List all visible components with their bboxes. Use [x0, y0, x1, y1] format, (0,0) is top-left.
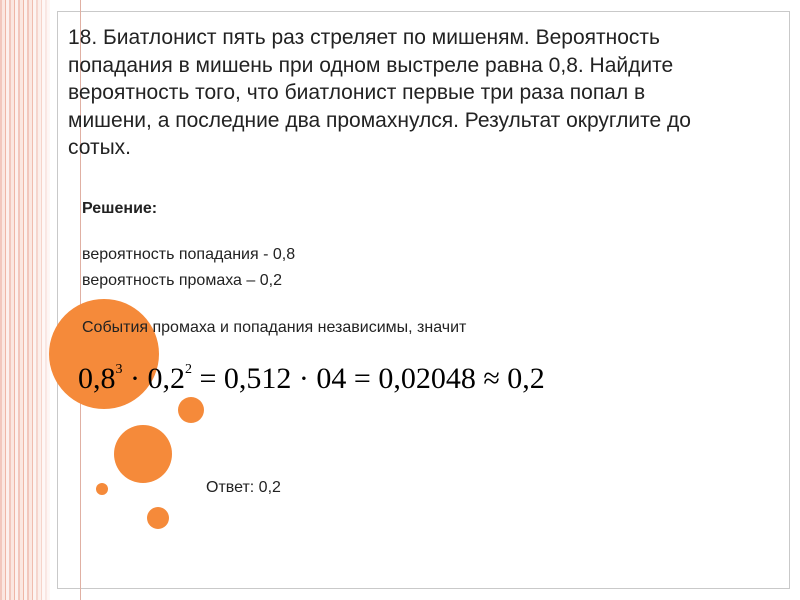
independence-note: События промаха и попадания независимы, значит — [82, 319, 467, 336]
hit-probability-line: вероятность попадания - 0,8 — [82, 246, 296, 263]
probability-formula — [78, 362, 545, 396]
decorative-circle-small — [178, 397, 204, 423]
miss-probability-line: вероятность промаха – 0,2 — [82, 272, 282, 289]
formula-base-2: 0,2 — [147, 362, 185, 395]
formula-result: = 0,512 · 04 = 0,02048 ≈ 0,2 — [199, 362, 545, 395]
formula-dot: · — [130, 362, 140, 395]
solution-title: Решение: — [82, 200, 158, 217]
answer-text: Ответ: 0,2 — [206, 479, 281, 496]
decorative-circle-tiny — [147, 507, 169, 529]
stripe-fade — [30, 0, 58, 600]
problem-text: 18. Биатлонист пять раз стреляет по мишеням. Вероятность попадания в мишень при одном выстреле равна 0,8. Найдите вероятность того, что биатлонист первые три раза попал в мишени, а последние два промахнулся. Результат округлите до сотых. — [68, 26, 691, 159]
formula-exponent-1: 3 — [115, 362, 123, 377]
formula-exponent-2: 2 — [185, 362, 192, 377]
formula-base-1: 0,8 — [78, 362, 116, 395]
decorative-circle-medium — [114, 425, 172, 483]
decorative-circle-dot — [96, 483, 108, 495]
